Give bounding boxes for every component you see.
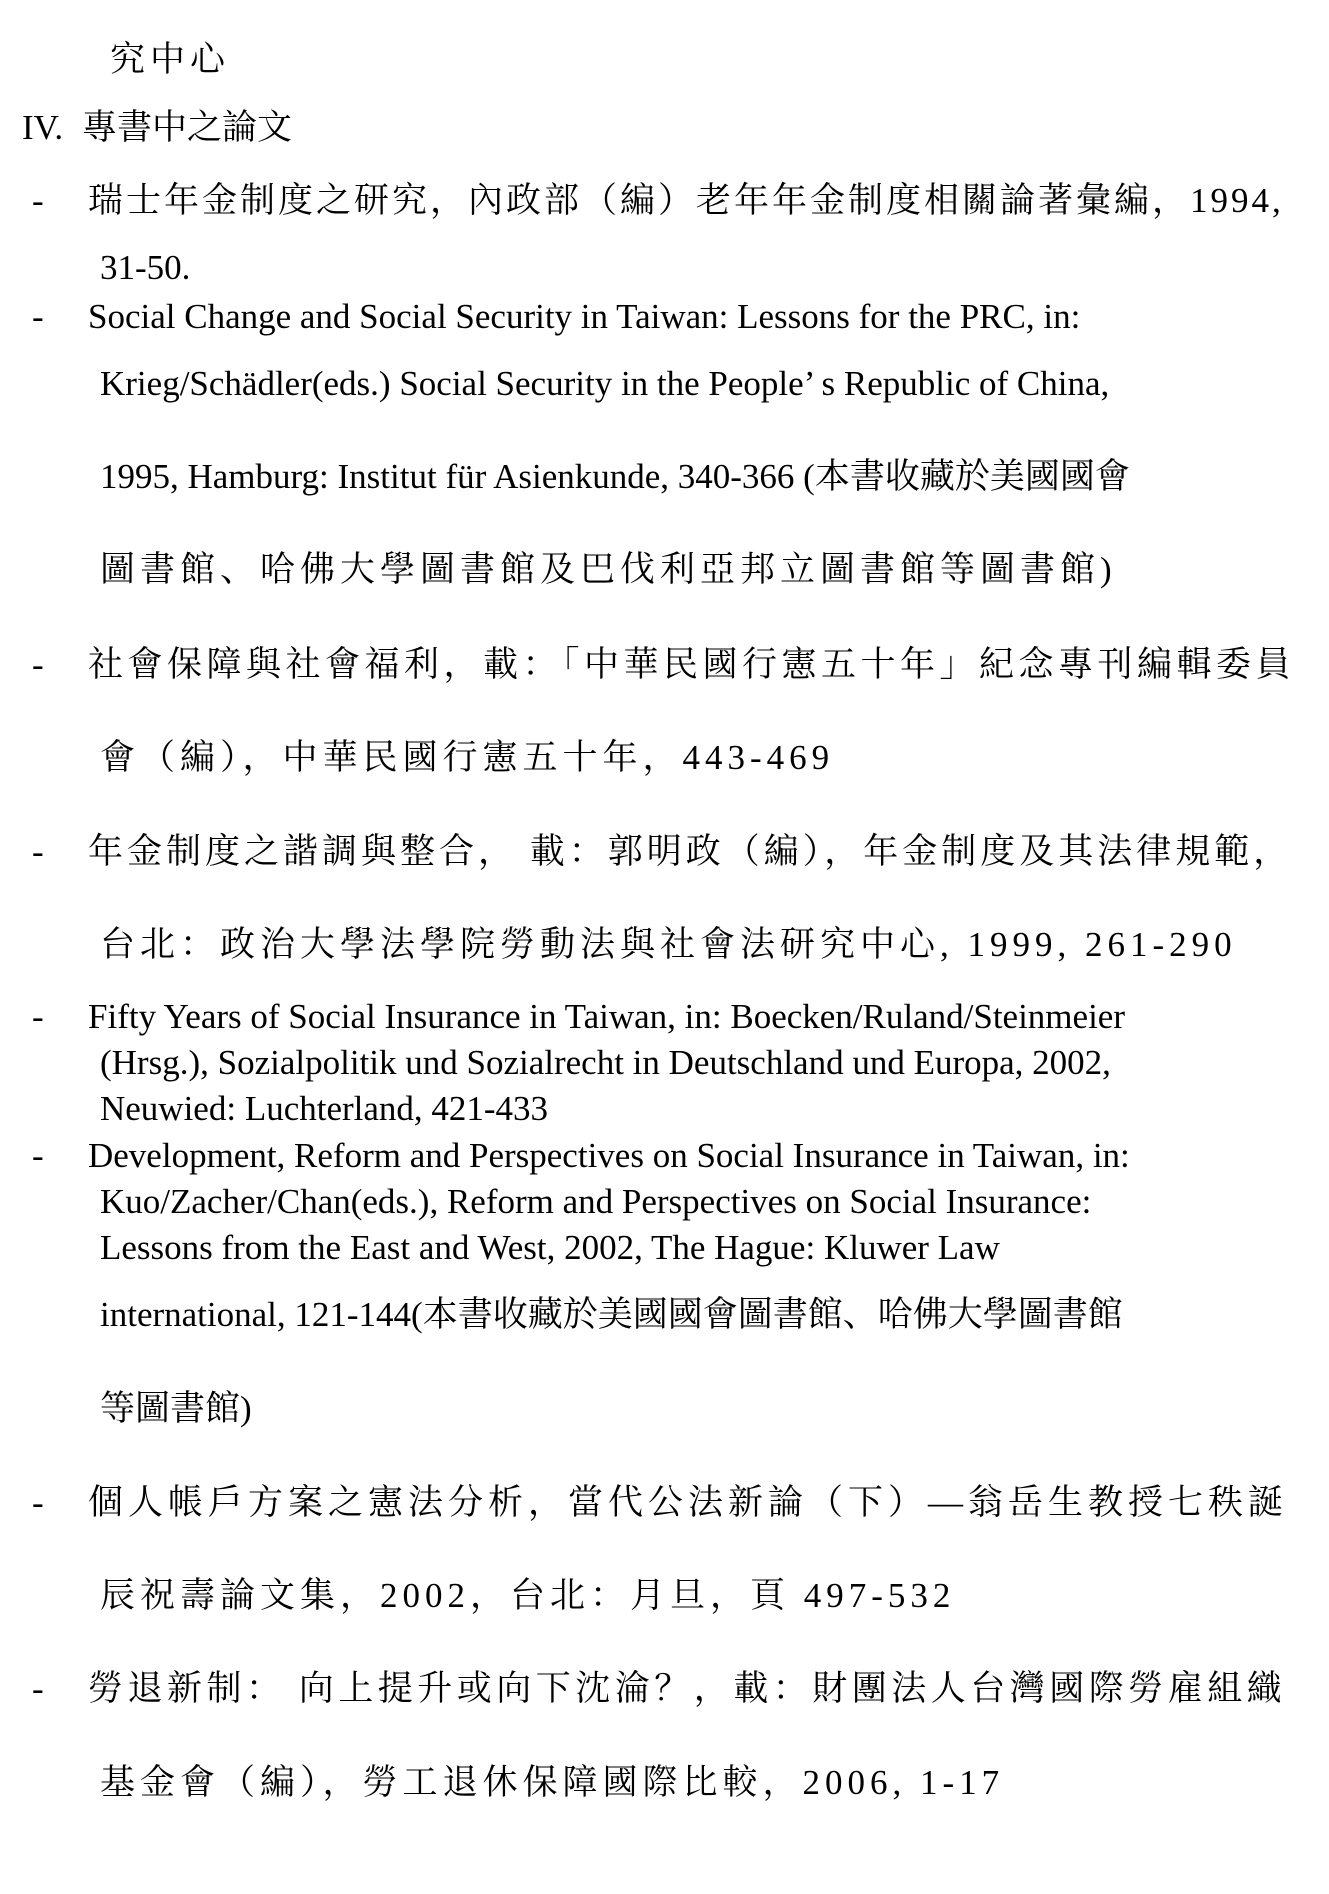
entry-line: Development, Reform and Perspectives on Social Insurance in Taiwan, in: bbox=[88, 1136, 1130, 1175]
list-bullet: - bbox=[32, 645, 44, 684]
list-bullet: - bbox=[32, 181, 44, 220]
entry-line: 瑞士年金制度之研究，內政部（編）老年年金制度相關論著彙編，1994, bbox=[88, 181, 1284, 220]
entry-line: Social Change and Social Security in Taiwan: Lessons for the PRC, in: bbox=[88, 297, 1081, 336]
entry-line: 1995, Hamburg: Institut für Asienkunde, 340-366 (本書收藏於美國國會 bbox=[100, 457, 1130, 496]
entry-line: 會（編），中華民國行憲五十年，443-469 bbox=[100, 738, 835, 777]
entry-line: (Hrsg.), Sozialpolitik und Sozialrecht in Deutschland und Europa, 2002, bbox=[100, 1043, 1111, 1082]
entry-line: 31-50. bbox=[100, 248, 191, 287]
list-bullet: - bbox=[32, 1483, 44, 1522]
entry-line: Kuo/Zacher/Chan(eds.), Reform and Perspectives on Social Insurance: bbox=[100, 1182, 1092, 1221]
section-title: 專書中之論文 bbox=[82, 108, 293, 147]
entry-line: 等圖書館) bbox=[100, 1389, 252, 1428]
entry-line: Lessons from the East and West, 2002, The Hague: Kluwer Law bbox=[100, 1228, 1000, 1267]
entry-line: Neuwied: Luchterland, 421-433 bbox=[100, 1089, 549, 1128]
list-bullet: - bbox=[32, 297, 44, 336]
entry-line: international, 121-144(本書收藏於美國國會圖書館、哈佛大學圖書館 bbox=[100, 1295, 1123, 1334]
entry-line: 台北：政治大學法學院勞動法與社會法研究中心, 1999, 261-290 bbox=[100, 925, 1237, 964]
entry-line: 圖書館、哈佛大學圖書館及巴伐利亞邦立圖書館等圖書館) bbox=[100, 550, 1117, 589]
entry-line: 辰祝壽論文集，2002，台北：月旦，頁 497-532 bbox=[100, 1576, 956, 1615]
list-bullet: - bbox=[32, 1136, 44, 1175]
section-numeral: IV. bbox=[22, 108, 64, 147]
entry-line: 個人帳戶方案之憲法分析，當代公法新論（下）—翁岳生教授七秩誕 bbox=[88, 1483, 1289, 1522]
entry-line: 年金制度之諧調與整合， 載：郭明政（編），年金制度及其法律規範， bbox=[88, 832, 1293, 871]
list-bullet: - bbox=[32, 997, 44, 1036]
header-fragment: 究中心 bbox=[110, 40, 231, 79]
list-bullet: - bbox=[32, 832, 44, 871]
entry-line: Fifty Years of Social Insurance in Taiwan, in: Boecken/Ruland/Steinmeier bbox=[88, 997, 1125, 1036]
entry-line: 勞退新制： 向上提升或向下沈淪？，載：財團法人台灣國際勞雇組織 bbox=[88, 1669, 1287, 1708]
entry-line: 社會保障與社會福利，載：「中華民國行憲五十年」紀念專刊編輯委員 bbox=[88, 645, 1296, 684]
list-bullet: - bbox=[32, 1669, 44, 1708]
entry-line: Krieg/Schädler(eds.) Social Security in the People’ s Republic of China, bbox=[100, 364, 1110, 403]
entry-line: 基金會（編），勞工退休保障國際比較，2006, 1-17 bbox=[100, 1763, 1005, 1802]
